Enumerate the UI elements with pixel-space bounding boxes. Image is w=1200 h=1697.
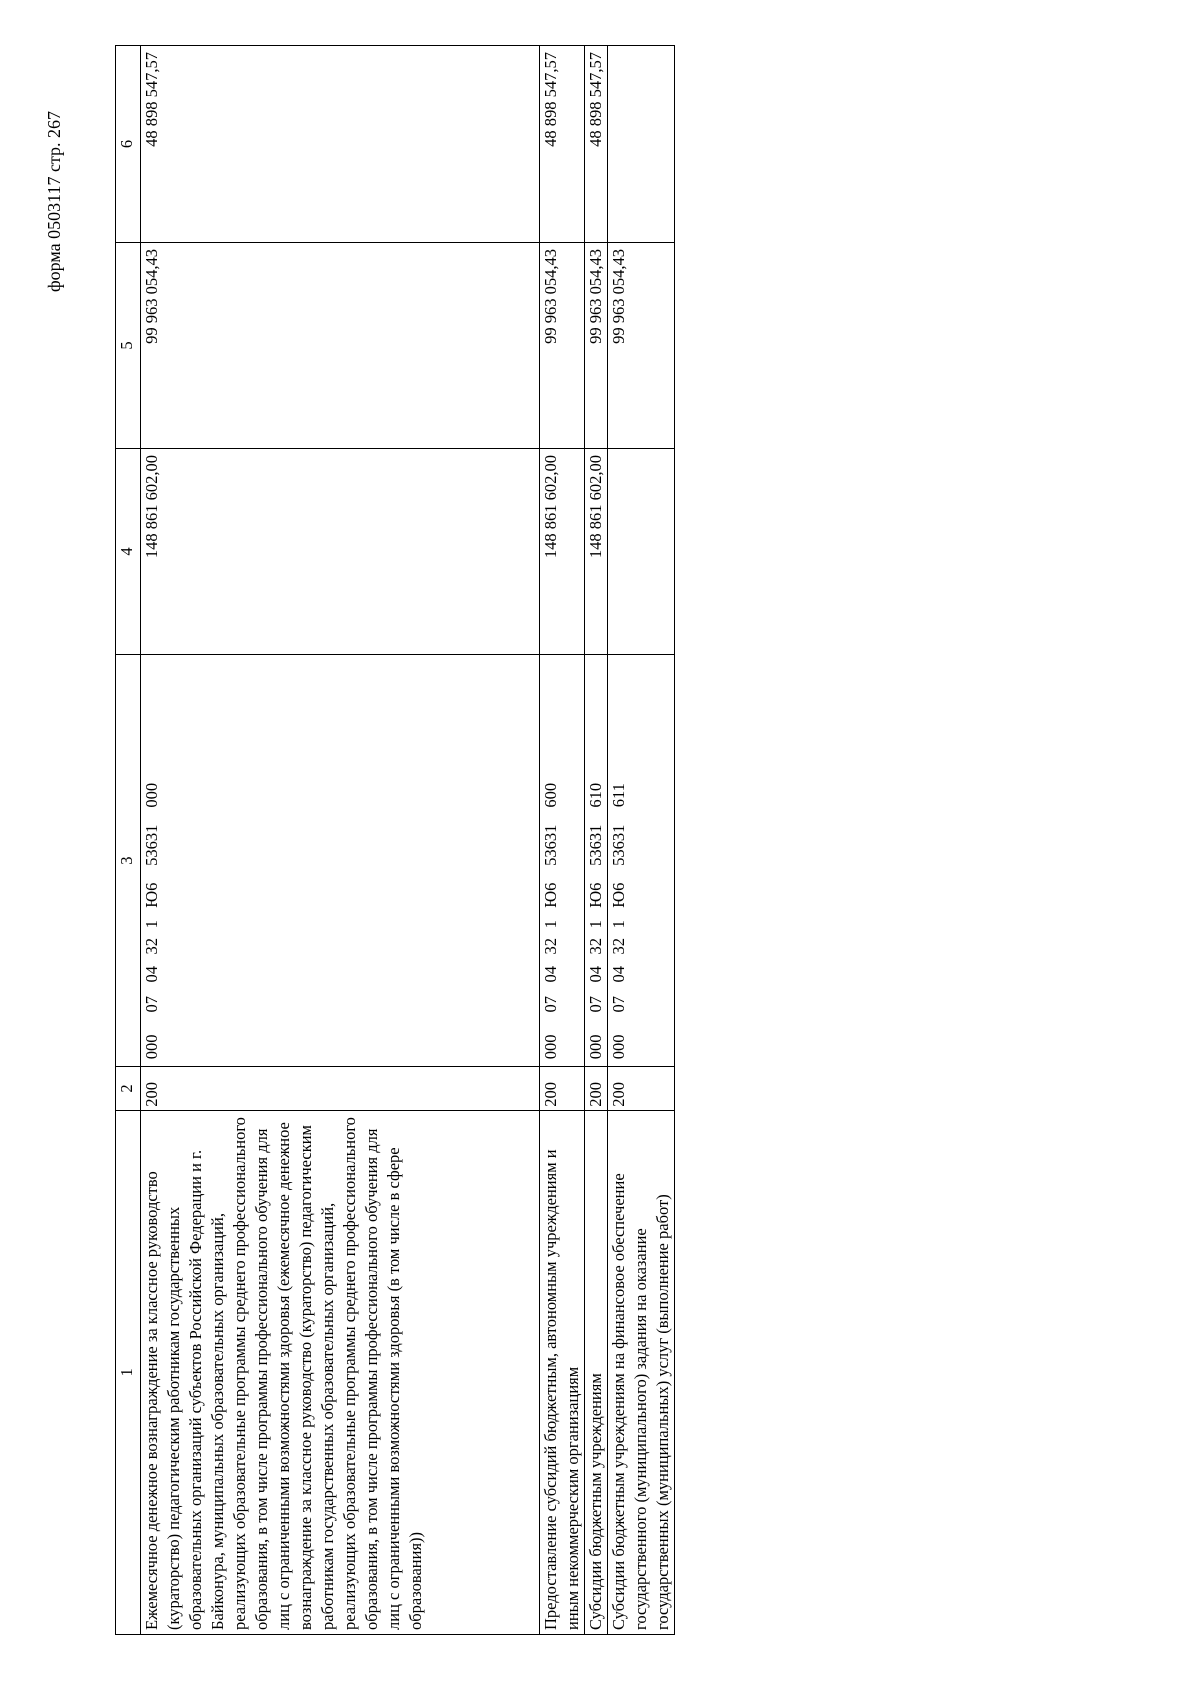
- line-code: 200: [608, 1067, 675, 1111]
- kbk-part: 04: [142, 965, 161, 983]
- table-row: [540, 46, 585, 1635]
- kbk-part: Ю6: [586, 882, 605, 908]
- approved-amount: [608, 449, 675, 655]
- kbk-part: 53631: [609, 824, 628, 866]
- line-code: 200: [141, 1067, 540, 1111]
- kbk-part: 07: [142, 995, 161, 1013]
- kbk-part: 1: [609, 920, 628, 929]
- kbk-part: 53631: [586, 824, 605, 866]
- kbk-part: 07: [609, 995, 628, 1013]
- row-name: Субсидии бюджетным учреждениям на финансовое обеспечение государственного (муниципального) задания на оказание государственных (муниципальных) услуг (выполнение работ): [608, 1110, 675, 1634]
- kbk-part: 611: [609, 783, 628, 808]
- executed-amount: 99 963 054,43: [608, 242, 675, 448]
- approved-amount: 148 861 602,00: [585, 449, 608, 655]
- row-name: Субсидии бюджетным учреждениям: [585, 1110, 608, 1634]
- approved-amount: 148 861 602,00: [141, 449, 540, 655]
- kbk-part: 1: [142, 920, 161, 929]
- column-header: 6: [116, 46, 141, 243]
- kbk-part: 610: [586, 782, 605, 808]
- budget-classification-code: [608, 655, 675, 1067]
- kbk-part: 1: [586, 920, 605, 929]
- kbk-part: 53631: [541, 824, 560, 866]
- kbk-part: 000: [586, 1034, 605, 1060]
- kbk-part: 32: [142, 937, 161, 955]
- kbk-part: 600: [541, 782, 560, 808]
- kbk-part: 53631: [142, 824, 161, 866]
- kbk-part: 32: [609, 937, 628, 955]
- table-row: [141, 46, 540, 1635]
- kbk-part: 07: [586, 995, 605, 1013]
- column-header: 5: [116, 242, 141, 448]
- budget-classification-code: [141, 655, 540, 1067]
- kbk-part: 04: [586, 965, 605, 983]
- table-row: [608, 46, 675, 1635]
- executed-amount: 99 963 054,43: [540, 242, 585, 448]
- kbk-part: 000: [541, 1034, 560, 1060]
- approved-amount: 148 861 602,00: [540, 449, 585, 655]
- column-header: 1: [116, 1110, 141, 1634]
- executed-amount: 99 963 054,43: [585, 242, 608, 448]
- kbk-part: 04: [609, 965, 628, 983]
- column-header: 3: [116, 655, 141, 1067]
- line-code: 200: [585, 1067, 608, 1111]
- unexecuted-amount: 48 898 547,57: [141, 46, 540, 243]
- unexecuted-amount: [608, 46, 675, 243]
- kbk-part: 32: [541, 937, 560, 955]
- form-reference: форма 0503117 стр. 267: [44, 110, 64, 292]
- kbk-part: 000: [609, 1034, 628, 1060]
- kbk-part: 000: [142, 1034, 161, 1060]
- kbk-part: 1: [541, 920, 560, 929]
- kbk-part: Ю6: [609, 882, 628, 908]
- row-name: Предоставление субсидий бюджетным, автономным учреждениям и иным некоммерческим организациям: [540, 1110, 585, 1634]
- kbk-part: 04: [541, 965, 560, 983]
- column-header: 2: [116, 1067, 141, 1111]
- budget-classification-code: [585, 655, 608, 1067]
- table-row: [585, 46, 608, 1635]
- kbk-part: 32: [586, 937, 605, 955]
- unexecuted-amount: 48 898 547,57: [585, 46, 608, 243]
- kbk-part: 000: [142, 782, 161, 808]
- budget-classification-code: [540, 655, 585, 1067]
- row-name: Ежемесячное денежное вознаграждение за классное руководство (кураторство) педагогическим работникам государственных образовательных организаций субъектов Российской Федерации и г. Байконура, муниципальных образовательных организаций, реализующих образовательные программы среднего профессионального образования, в том числе программы профессионального обучения для лиц с ограниченными возможностями здоровья (ежемесячное денежное вознаграждение за классное руководство (кураторство) педагогическим работникам государственных образовательных организаций, реализующих образовательные программы среднего профессионального образования, в том числе программы профессионального обучения для лиц с ограниченными возможностями здоровья (в том числе в сфере образования)): [141, 1110, 540, 1634]
- line-code: 200: [540, 1067, 585, 1111]
- column-number-row: [116, 46, 141, 1635]
- kbk-part: Ю6: [541, 882, 560, 908]
- kbk-part: 07: [541, 995, 560, 1013]
- column-header: 4: [116, 449, 141, 655]
- unexecuted-amount: 48 898 547,57: [540, 46, 585, 243]
- kbk-part: Ю6: [142, 882, 161, 908]
- executed-amount: 99 963 054,43: [141, 242, 540, 448]
- report-table: [115, 45, 675, 1635]
